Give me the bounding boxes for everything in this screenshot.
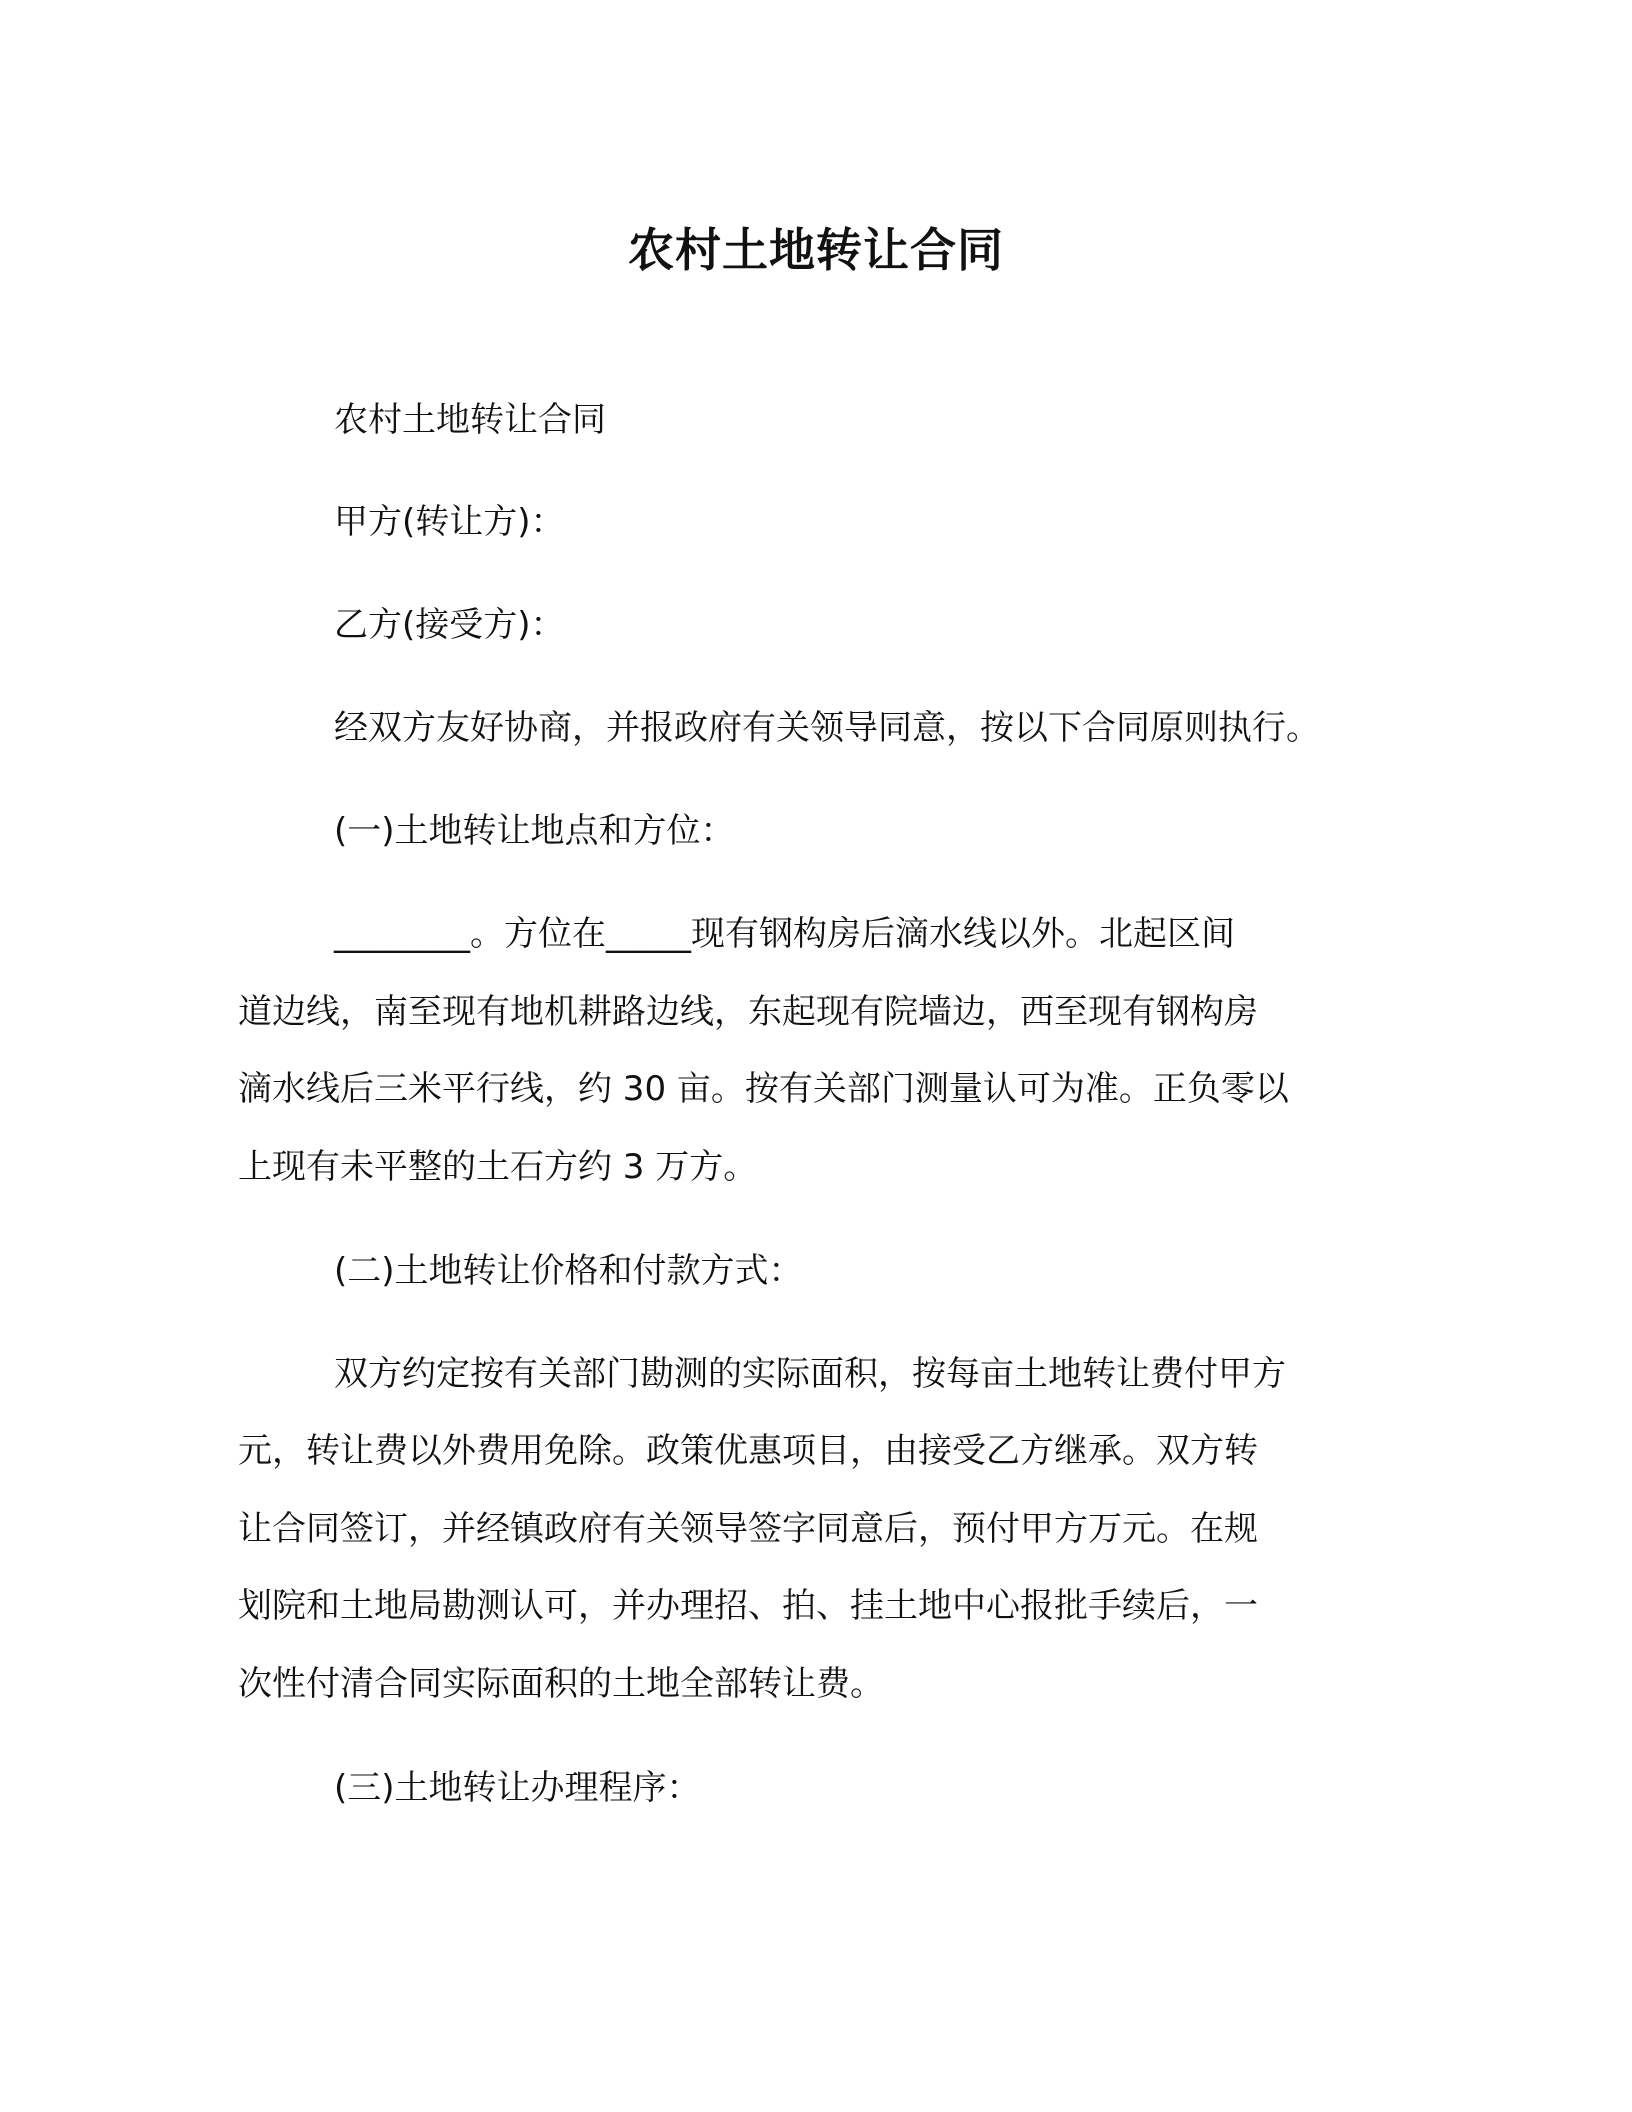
section-3-heading: (三)土地转让办理程序： xyxy=(334,1768,701,1808)
section-1-heading: (一)土地转让地点和方位： xyxy=(334,811,735,851)
section-2-text-line: 次性付清合同实际面积的土地全部转让费。 xyxy=(238,1664,884,1704)
section-1-text-line: 上现有未平整的土石方约 3 万方。 xyxy=(238,1147,758,1187)
party-b-line: 乙方(接受方)： xyxy=(334,605,565,645)
section-1-text-line: ________。方位在_____现有钢构房后滴水线以外。北起区间 xyxy=(334,914,1235,954)
section-2-text-line: 划院和土地局勘测认可，并办理招、拍、挂土地中心报批手续后，一 xyxy=(238,1586,1258,1626)
section-1-text-line: 道边线，南至现有地机耕路边线，东起现有院墙边，西至现有钢构房 xyxy=(238,992,1258,1032)
section-2-heading: (二)土地转让价格和付款方式： xyxy=(334,1251,803,1291)
party-a-line: 甲方(转让方)： xyxy=(334,502,565,542)
section-2-text-line: 让合同签订，并经镇政府有关领导签字同意后，预付甲方万元。在规 xyxy=(238,1509,1258,1549)
intro-paragraph: 经双方友好协商，并报政府有关领导同意，按以下合同原则执行。 xyxy=(334,708,1320,748)
section-2-text-line: 元，转让费以外费用免除。政策优惠项目，由接受乙方继承。双方转 xyxy=(238,1431,1258,1471)
document-title: 农村土地转让合同 xyxy=(628,223,1004,277)
contract-heading: 农村土地转让合同 xyxy=(334,400,606,440)
section-1-text-line: 滴水线后三米平行线，约 30 亩。按有关部门测量认可为准。正负零以 xyxy=(238,1069,1289,1109)
section-2-text-line: 双方约定按有关部门勘测的实际面积，按每亩土地转让费付甲方 xyxy=(334,1354,1286,1394)
